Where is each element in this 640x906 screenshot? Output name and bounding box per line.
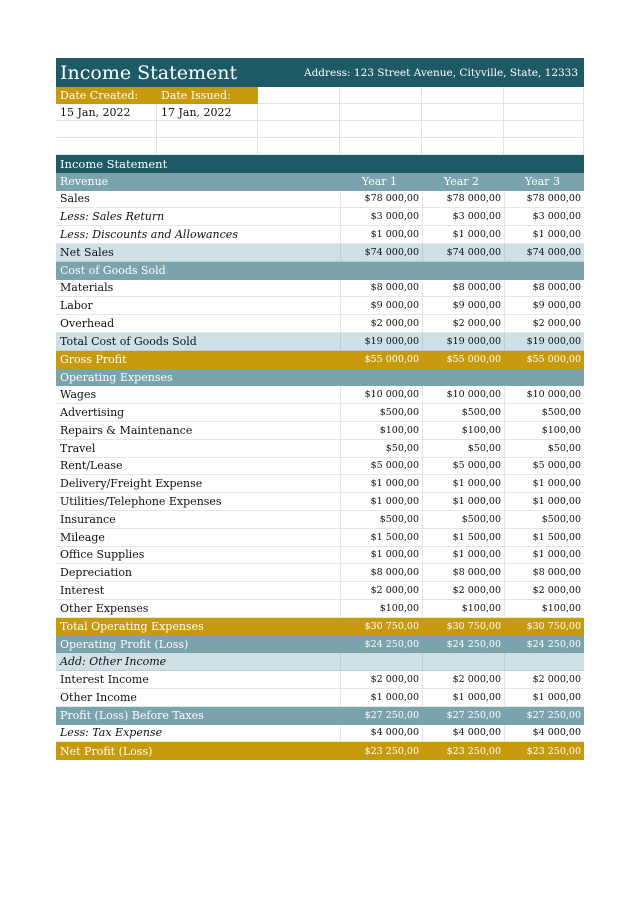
- year-2-cell[interactable]: $100,00: [422, 422, 504, 439]
- row-label[interactable]: Gross Profit: [60, 353, 127, 367]
- year-2-cell[interactable]: [422, 369, 504, 387]
- company-address[interactable]: Address: 123 Street Avenue, Cityville, State, 12333: [304, 66, 579, 79]
- year-1-cell[interactable]: $10 000,00: [340, 386, 422, 403]
- empty-cell[interactable]: [56, 138, 157, 155]
- year-3-cell[interactable]: $8 000,00: [504, 564, 584, 581]
- year-3-cell[interactable]: $2 000,00: [504, 315, 584, 332]
- table-row: [56, 725, 584, 743]
- year-2-cell[interactable]: [422, 653, 504, 670]
- year-2-cell[interactable]: $1 000,00: [422, 226, 504, 243]
- year-1-cell[interactable]: $100,00: [340, 422, 422, 439]
- year-3-cell[interactable]: $100,00: [504, 600, 584, 617]
- table-row: [56, 208, 584, 226]
- year-1-cell[interactable]: $50,00: [340, 440, 422, 457]
- year-2-cell[interactable]: $74 000,00: [422, 244, 504, 261]
- year-3-cell[interactable]: $78 000,00: [504, 191, 584, 208]
- year-1-cell[interactable]: $5 000,00: [340, 458, 422, 475]
- year-3-cell[interactable]: $1 500,00: [504, 529, 584, 546]
- year-1-cell[interactable]: $74 000,00: [340, 244, 422, 261]
- row-label[interactable]: Net Sales: [60, 245, 114, 259]
- table-row: [56, 226, 584, 244]
- year-1-cell[interactable]: [340, 262, 422, 280]
- year-3-cell[interactable]: $74 000,00: [504, 244, 584, 261]
- year-3-cell[interactable]: $100,00: [504, 422, 584, 439]
- year-2-cell[interactable]: $1 000,00: [422, 475, 504, 492]
- year-1-cell[interactable]: $8 000,00: [340, 280, 422, 297]
- year-1-cell[interactable]: $3 000,00: [340, 208, 422, 225]
- year-2-cell[interactable]: $1 000,00: [422, 493, 504, 510]
- table-row: [56, 422, 584, 440]
- date-created-value[interactable]: 15 Jan, 2022: [56, 104, 157, 121]
- empty-cell[interactable]: [258, 87, 340, 104]
- table-row: [56, 386, 584, 404]
- year-1-cell[interactable]: $4 000,00: [340, 725, 422, 742]
- year-3-cell[interactable]: $5 000,00: [504, 458, 584, 475]
- year-3-cell[interactable]: $24 250,00: [526, 638, 581, 650]
- year-2-cell[interactable]: $24 250,00: [446, 638, 501, 650]
- row-label[interactable]: Net Profit (Loss): [60, 744, 153, 758]
- row-label[interactable]: Travel: [60, 441, 96, 455]
- year-2-cell[interactable]: $1 000,00: [422, 689, 504, 706]
- row-label[interactable]: Sales: [60, 192, 90, 206]
- year-3-cell[interactable]: $50,00: [504, 440, 584, 457]
- row-label[interactable]: Total Operating Expenses: [60, 620, 204, 634]
- year-2-cell[interactable]: $8 000,00: [422, 564, 504, 581]
- table-row: [56, 547, 584, 565]
- year-2-cell[interactable]: Year 2: [443, 175, 480, 189]
- table-row: [56, 191, 584, 209]
- row-label[interactable]: Other Expenses: [60, 601, 149, 615]
- year-1-cell[interactable]: $8 000,00: [340, 564, 422, 581]
- table-row: [56, 636, 584, 654]
- table-row: [56, 369, 584, 387]
- year-1-cell[interactable]: $55 000,00: [364, 354, 419, 366]
- table-row: [56, 280, 584, 298]
- year-2-cell[interactable]: $8 000,00: [422, 280, 504, 297]
- year-3-cell[interactable]: $9 000,00: [504, 297, 584, 314]
- statement-table: [56, 173, 584, 760]
- page-title[interactable]: Income Statement: [60, 61, 238, 84]
- year-1-cell[interactable]: $1 500,00: [340, 529, 422, 546]
- title-bar: [56, 58, 584, 87]
- row-label[interactable]: Mileage: [60, 530, 105, 544]
- year-3-cell[interactable]: $2 000,00: [504, 671, 584, 688]
- row-label[interactable]: Materials: [60, 281, 114, 295]
- year-1-cell[interactable]: $19 000,00: [340, 333, 422, 350]
- year-3-cell[interactable]: Year 3: [524, 175, 561, 189]
- empty-cell[interactable]: [340, 104, 422, 121]
- year-1-cell[interactable]: $27 250,00: [364, 710, 419, 722]
- year-2-cell[interactable]: [422, 262, 504, 280]
- table-row: [56, 511, 584, 529]
- year-1-cell[interactable]: $24 250,00: [364, 638, 419, 650]
- row-label[interactable]: Operating Expenses: [60, 370, 173, 384]
- year-3-cell[interactable]: $55 000,00: [526, 354, 581, 366]
- row-label[interactable]: Utilities/Telephone Expenses: [60, 495, 222, 509]
- section-title[interactable]: Income Statement: [60, 156, 168, 171]
- date-block: [56, 87, 584, 155]
- year-1-cell[interactable]: Year 1: [361, 175, 398, 189]
- year-2-cell[interactable]: $23 250,00: [446, 745, 501, 757]
- empty-cell[interactable]: [258, 138, 340, 155]
- empty-cell[interactable]: [504, 121, 584, 138]
- year-2-cell[interactable]: $4 000,00: [422, 725, 504, 742]
- year-1-cell[interactable]: $2 000,00: [340, 671, 422, 688]
- year-1-cell[interactable]: $1 000,00: [340, 475, 422, 492]
- year-1-cell[interactable]: $500,00: [340, 511, 422, 528]
- year-2-cell[interactable]: $500,00: [422, 511, 504, 528]
- date-created-label[interactable]: Date Created:: [56, 87, 157, 104]
- year-2-cell[interactable]: $1 500,00: [422, 529, 504, 546]
- year-1-cell[interactable]: $1 000,00: [340, 547, 422, 564]
- table-row: [56, 475, 584, 493]
- table-row: [56, 244, 584, 262]
- table-row: [56, 582, 584, 600]
- year-3-cell[interactable]: $30 750,00: [526, 621, 581, 633]
- row-label[interactable]: Revenue: [60, 175, 109, 189]
- table-row: [56, 564, 584, 582]
- row-label[interactable]: Delivery/Freight Expense: [60, 477, 203, 491]
- table-row: [56, 333, 584, 351]
- year-3-cell[interactable]: $500,00: [504, 511, 584, 528]
- table-row: [56, 707, 584, 725]
- row-label[interactable]: Add: Other Income: [60, 655, 167, 669]
- table-row: [56, 458, 584, 476]
- year-3-cell[interactable]: $2 000,00: [504, 582, 584, 599]
- empty-cell[interactable]: [422, 138, 504, 155]
- empty-cell[interactable]: [504, 104, 584, 121]
- year-1-cell[interactable]: $2 000,00: [340, 582, 422, 599]
- date-issued-value[interactable]: 17 Jan, 2022: [157, 104, 258, 121]
- empty-cell[interactable]: [340, 87, 422, 104]
- year-3-cell[interactable]: $3 000,00: [504, 208, 584, 225]
- empty-cell[interactable]: [504, 138, 584, 155]
- table-row: [56, 653, 584, 671]
- table-row: [56, 600, 584, 618]
- empty-cell[interactable]: [56, 121, 157, 138]
- year-2-cell[interactable]: $2 000,00: [422, 315, 504, 332]
- row-label[interactable]: Depreciation: [60, 566, 133, 580]
- year-1-cell[interactable]: $23 250,00: [364, 745, 419, 757]
- year-2-cell[interactable]: $500,00: [422, 404, 504, 421]
- year-1-cell[interactable]: $500,00: [340, 404, 422, 421]
- year-2-cell[interactable]: $2 000,00: [422, 671, 504, 688]
- row-label[interactable]: Office Supplies: [60, 548, 145, 562]
- year-2-cell[interactable]: $78 000,00: [422, 191, 504, 208]
- statement-section-header: [56, 155, 584, 173]
- year-3-cell[interactable]: [504, 653, 584, 670]
- date-issued-label[interactable]: Date Issued:: [157, 87, 258, 104]
- row-label[interactable]: Advertising: [60, 406, 125, 420]
- row-label[interactable]: Less: Discounts and Allowances: [60, 228, 238, 242]
- table-row: [56, 404, 584, 422]
- year-3-cell[interactable]: $23 250,00: [526, 745, 581, 757]
- row-label[interactable]: Less: Tax Expense: [60, 726, 163, 740]
- year-3-cell[interactable]: [504, 369, 584, 387]
- table-row: [56, 262, 584, 280]
- income-statement-sheet: [56, 58, 584, 760]
- year-2-cell[interactable]: $100,00: [422, 600, 504, 617]
- year-3-cell[interactable]: $1 000,00: [504, 475, 584, 492]
- year-1-cell[interactable]: $1 000,00: [340, 689, 422, 706]
- table-row: [56, 351, 584, 369]
- table-row: [56, 315, 584, 333]
- empty-cell[interactable]: [422, 121, 504, 138]
- year-2-cell[interactable]: $2 000,00: [422, 582, 504, 599]
- year-1-cell[interactable]: $1 000,00: [340, 226, 422, 243]
- year-1-cell[interactable]: [340, 369, 422, 387]
- year-1-cell[interactable]: [340, 653, 422, 670]
- empty-cell[interactable]: [422, 87, 504, 104]
- year-1-cell[interactable]: $30 750,00: [364, 621, 419, 633]
- year-2-cell[interactable]: $3 000,00: [422, 208, 504, 225]
- row-label[interactable]: Repairs & Maintenance: [60, 423, 193, 437]
- year-2-cell[interactable]: $5 000,00: [422, 458, 504, 475]
- empty-cell[interactable]: [258, 104, 340, 121]
- year-2-cell[interactable]: $27 250,00: [446, 710, 501, 722]
- year-3-cell[interactable]: [504, 262, 584, 280]
- row-label[interactable]: Less: Sales Return: [60, 210, 165, 224]
- row-label[interactable]: Interest: [60, 584, 105, 598]
- year-3-cell[interactable]: $10 000,00: [504, 386, 584, 403]
- row-label[interactable]: Operating Profit (Loss): [60, 637, 189, 651]
- row-label[interactable]: Wages: [60, 388, 97, 402]
- year-1-cell[interactable]: $2 000,00: [340, 315, 422, 332]
- year-3-cell[interactable]: $500,00: [504, 404, 584, 421]
- empty-cell[interactable]: [340, 121, 422, 138]
- table-row: [56, 671, 584, 689]
- row-label[interactable]: Labor: [60, 299, 93, 313]
- empty-cell[interactable]: [422, 104, 504, 121]
- row-label[interactable]: Profit (Loss) Before Taxes: [60, 709, 204, 723]
- table-row: [56, 440, 584, 458]
- year-1-cell[interactable]: $9 000,00: [340, 297, 422, 314]
- table-row: [56, 493, 584, 511]
- year-3-cell[interactable]: $8 000,00: [504, 280, 584, 297]
- empty-cell[interactable]: [157, 138, 258, 155]
- year-2-cell[interactable]: $1 000,00: [422, 547, 504, 564]
- year-3-cell[interactable]: $4 000,00: [504, 725, 584, 742]
- year-1-cell[interactable]: $100,00: [340, 600, 422, 617]
- table-row: [56, 618, 584, 636]
- year-3-cell[interactable]: $1 000,00: [504, 493, 584, 510]
- year-2-cell[interactable]: $9 000,00: [422, 297, 504, 314]
- row-label[interactable]: Cost of Goods Sold: [60, 264, 166, 278]
- year-2-cell[interactable]: $30 750,00: [446, 621, 501, 633]
- empty-cell[interactable]: [504, 87, 584, 104]
- empty-cell[interactable]: [157, 121, 258, 138]
- year-1-cell[interactable]: $78 000,00: [340, 191, 422, 208]
- table-row: [56, 529, 584, 547]
- table-row: [56, 742, 584, 760]
- year-3-cell[interactable]: $19 000,00: [504, 333, 584, 350]
- year-2-cell[interactable]: $19 000,00: [422, 333, 504, 350]
- year-3-cell[interactable]: $1 000,00: [504, 689, 584, 706]
- empty-cell[interactable]: [258, 121, 340, 138]
- year-3-cell[interactable]: $1 000,00: [504, 226, 584, 243]
- table-row: [56, 173, 584, 191]
- row-label[interactable]: Total Cost of Goods Sold: [60, 334, 197, 348]
- row-label[interactable]: Overhead: [60, 317, 115, 331]
- year-3-cell[interactable]: $27 250,00: [526, 710, 581, 722]
- table-row: [56, 297, 584, 315]
- row-label[interactable]: Interest Income: [60, 673, 149, 686]
- year-2-cell[interactable]: $50,00: [422, 440, 504, 457]
- table-row: [56, 689, 584, 707]
- row-label[interactable]: Rent/Lease: [60, 459, 123, 473]
- year-3-cell[interactable]: $1 000,00: [504, 547, 584, 564]
- row-label[interactable]: Insurance: [60, 512, 116, 526]
- row-label[interactable]: Other Income: [60, 690, 137, 704]
- empty-cell[interactable]: [340, 138, 422, 155]
- year-2-cell[interactable]: $55 000,00: [446, 354, 501, 366]
- year-1-cell[interactable]: $1 000,00: [340, 493, 422, 510]
- year-2-cell[interactable]: $10 000,00: [422, 386, 504, 403]
